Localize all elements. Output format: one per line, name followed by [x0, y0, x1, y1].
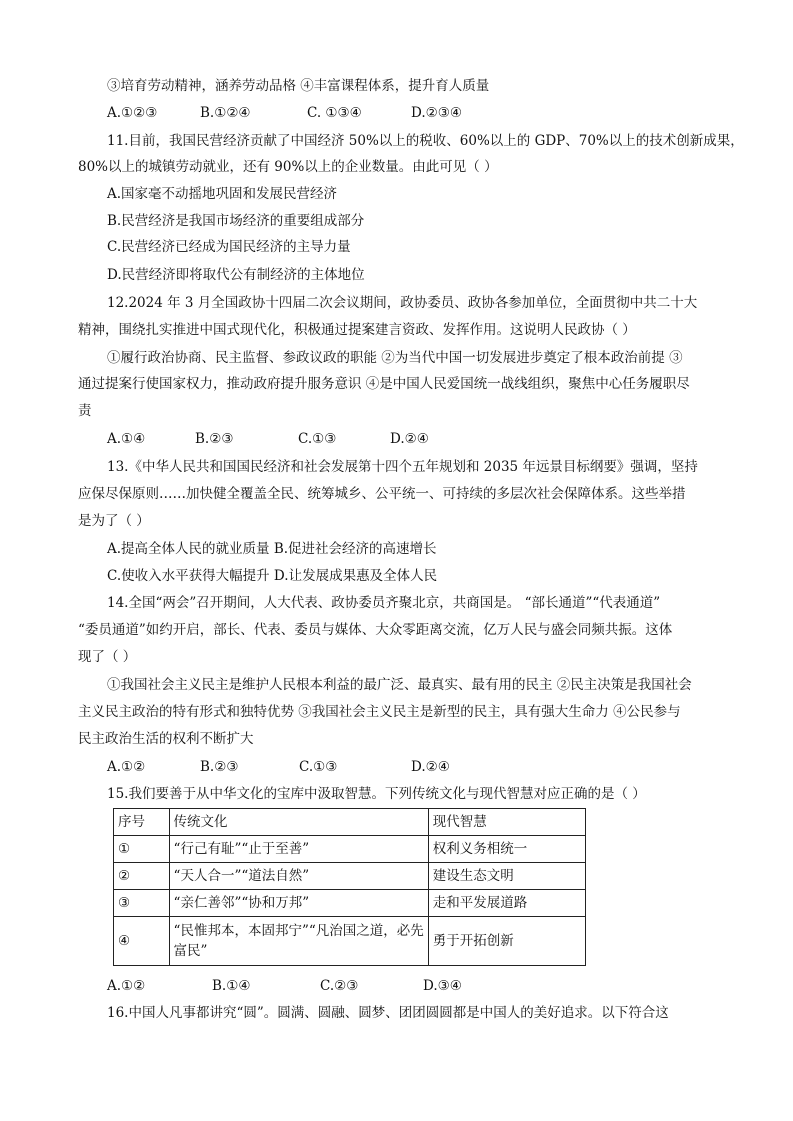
table-row	[114, 836, 586, 863]
table-cell: 走和平发展道路	[428, 890, 585, 917]
q12-statement-line2: 通过提案行使国家权力，推动政府提升服务意识 ④是中国人民爱国统一战线组织，聚焦中心任务履职尽	[78, 376, 690, 392]
q11-option-b: B.民营经济是我国市场经济的重要组成部分	[107, 213, 365, 229]
table-cell: “天人合一”“道法自然”	[169, 863, 428, 890]
table-cell: ④	[114, 917, 170, 966]
q15-stem: 15.我们要善于从中华文化的宝库中汲取智慧。下列传统文化与现代智慧对应正确的是（ ）	[107, 786, 646, 802]
table-row	[114, 863, 586, 890]
q12-option-b: B.②③	[195, 431, 234, 447]
q13-options-row1: A.提高全体人民的就业质量 B.促进社会经济的高速增长	[107, 541, 437, 557]
q14-option-d: D.②④	[411, 759, 450, 775]
table-header-cell: 传统文化	[169, 809, 428, 836]
q10-option-a: A.①②③	[107, 105, 158, 121]
q11-option-d: D.民营经济即将取代公有制经济的主体地位	[107, 267, 365, 283]
q11-option-a: A.国家毫不动摇地巩固和发展民营经济	[107, 186, 338, 202]
q13-stem-line1: 13.《中华人民共和国国民经济和社会发展第十四个五年规划和 2035 年远景目标纲要》强调，坚持	[107, 459, 698, 475]
q12-option-c: C.①③	[298, 431, 337, 447]
q15-option-d: D.③④	[423, 978, 462, 994]
q10-option-c: C. ①③④	[307, 105, 362, 121]
table-cell: “行己有耻”“止于至善”	[169, 836, 428, 863]
table-cell: ①	[114, 836, 170, 863]
q14-statement-line2: 主义民主政治的特有形式和独特优势 ③我国社会主义民主是新型的民主，具有强大生命力 ④公民参与	[78, 704, 681, 720]
q12-stem-line2: 精神，围绕扎实推进中国式现代化，积极通过提案建言资政、发挥作用。这说明人民政协（ ）	[78, 322, 636, 338]
q15-option-b: B.①④	[212, 978, 251, 994]
q13-options-row2: C.使收入水平获得大幅提升 D.让发展成果惠及全体人民	[107, 568, 438, 584]
q12-statement-line1: ①履行政治协商、民主监督、参政议政的职能 ②为当代中国一切发展进步奠定了根本政治前提 ③	[107, 350, 683, 366]
table-cell: 勇于开拓创新	[428, 917, 585, 966]
q10-option-d: D.②③④	[411, 105, 462, 121]
q14-option-b: B.②③	[200, 759, 239, 775]
q16-stem-line1: 16.中国人凡事都讲究“圆”。圆满、圆融、圆梦、团团圆圆都是中国人的美好追求。以下符合这	[107, 1005, 669, 1021]
table-cell: “亲仁善邻”“协和万邦”	[169, 890, 428, 917]
culture-wisdom-table	[113, 808, 586, 966]
q11-option-c: C.民营经济已经成为国民经济的主导力量	[107, 239, 351, 255]
q13-stem-line3: 是为了（ ）	[78, 513, 150, 529]
q14-option-a: A.①②	[107, 759, 146, 775]
table-cell: 权利义务相统一	[428, 836, 585, 863]
q14-stem-line2: “委员通道”如约开启，部长、代表、委员与媒体、大众零距离交流，亿万人民与盛会同频共振。这体	[78, 622, 673, 638]
table-header-cell: 现代智慧	[428, 809, 585, 836]
q12-option-d: D.②④	[390, 431, 429, 447]
q15-option-c: C.②③	[320, 978, 359, 994]
table-row	[114, 890, 586, 917]
table-row	[114, 917, 586, 966]
q14-option-c: C.①③	[299, 759, 338, 775]
table-header-cell: 序号	[114, 809, 170, 836]
q11-stem-line2: 80%以上的城镇劳动就业，还有 90%以上的企业数量。由此可见（ ）	[78, 159, 498, 175]
table-cell: ③	[114, 890, 170, 917]
q12-option-a: A.①④	[107, 431, 146, 447]
q11-stem-line1: 11.目前，我国民营经济贡献了中国经济 50%以上的税收、60%以上的 GDP、70%以上的技术创新成果，	[107, 133, 744, 149]
q14-statement-line3: 民主政治生活的权利不断扩大	[78, 731, 254, 747]
q14-statement-line1: ①我国社会主义民主是维护人民根本利益的最广泛、最真实、最有用的民主 ②民主决策是我国社会	[107, 677, 692, 693]
table-cell: 建设生态文明	[428, 863, 585, 890]
q14-stem-line1: 14.全国“两会”召开期间，人大代表、政协委员齐聚北京，共商国是。 “部长通道”“代表通道”	[107, 595, 661, 611]
q10-statements-cont: ③培育劳动精神，涵养劳动品格 ④丰富课程体系，提升育人质量	[107, 78, 490, 94]
q12-stem-line1: 12.2024 年 3 月全国政协十四届二次会议期间，政协委员、政协各参加单位，全面贯彻中共二十大	[107, 295, 698, 311]
q10-option-b: B.①②④	[200, 105, 251, 121]
q13-stem-line2: 应保尽保原则……加快健全覆盖全民、统筹城乡、公平统一、可持续的多层次社会保障体系。这些举措	[78, 486, 686, 502]
table-cell: ②	[114, 863, 170, 890]
table-header-row	[114, 809, 586, 836]
q14-stem-line3: 现了（ ）	[78, 649, 137, 665]
q12-statement-line3: 责	[78, 403, 92, 419]
q15-option-a: A.①②	[107, 978, 146, 994]
table-cell: “民惟邦本，本固邦宁”“凡治国之道，必先富民”	[169, 917, 428, 966]
